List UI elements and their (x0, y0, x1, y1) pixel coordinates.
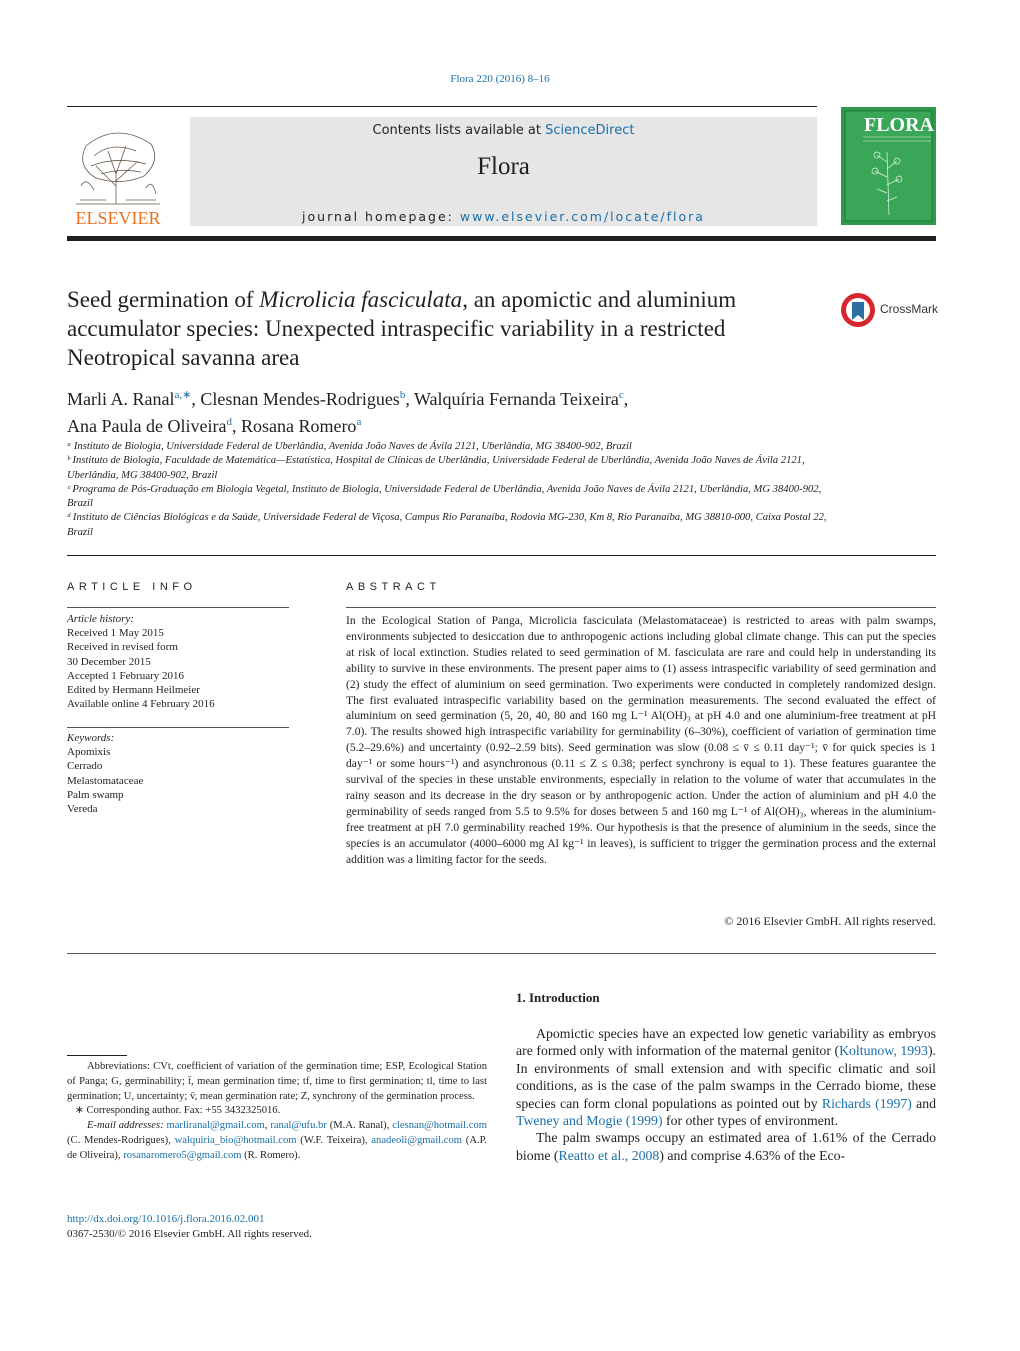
intro-paragraph-2 (516, 1129, 936, 1164)
doi-link[interactable]: http://dx.doi.org/10.1016/j.flora.2016.02.001 (67, 1213, 265, 1225)
email-link[interactable]: rosanaromero5@gmail.com (123, 1149, 242, 1161)
author-3-affil[interactable]: c (618, 389, 624, 401)
history-item: Accepted 1 February 2016 (67, 669, 184, 682)
author-1-affil[interactable]: a,∗ (174, 389, 192, 401)
author-3[interactable]: Walquíria Fernanda Teixeira (414, 389, 619, 409)
sciencedirect-link[interactable]: ScienceDirect (545, 123, 635, 138)
elsevier-tree-icon (66, 116, 170, 228)
history-item: Received in revised form (67, 641, 178, 654)
corresponding-author-note: ∗ Corresponding author. Fax: +55 3432325016. (75, 1105, 281, 1117)
crossmark-label: CrossMark (880, 302, 939, 316)
cover-title: FLORA (864, 114, 934, 136)
journal-masthead (190, 117, 817, 226)
citation-link[interactable]: Koltunow, 1993 (839, 1043, 928, 1059)
history-item: Received 1 May 2015 (67, 627, 164, 640)
abbreviations-note: Abbreviations: CVt, coefficient of variation of the germination time; ESP, Ecological Station of Panga; G, germinability; t̄, mean germination time; tf, time to first germination; tl, time to last germination; U, uncertainty; v̄, mean germination rate; Z, synchrony of the germination process. (67, 1061, 487, 1102)
intro-paragraph-1 (516, 1025, 936, 1129)
article-info-rule (67, 607, 289, 608)
author-list: Marli A. Ranal$^{a,∗}$, Clesnan Mendes-Rodrigues$^b$, Walquíria Fernanda Teixeira$^c$, Ana Paula de Oliveira$^d$, Rosana Romero$^a$ (67, 389, 629, 436)
history-item: Edited by Hermann Heilmeier (67, 684, 200, 697)
homepage-line (190, 209, 817, 224)
title-part-1: Seed germination of (67, 287, 260, 312)
affiliations (67, 440, 827, 540)
keywords-label: Keywords: (67, 732, 115, 744)
email-note: E-mail addresses: marliranal@gmail.com, ranal@ufu.br (M.A. Ranal), clesnan@hotmail.com (C. Mendes-Rodrigues), walquiria_bio@hotmail.com (W.F. Teixeira), anadeoli@gmail.com (A.P. de Oliveira), rosanaromero5@gmail.com (R. Romero). (67, 1120, 488, 1161)
affiliation-d: ᵈ Instituto de Ciências Biológicas e da Saúde, Universidade Federal de Viçosa, Campus Rio Paranaíba, Rodovia MG-230, Km 8, Rio Paranaíba, MG 38810-000, Caixa Postal 22, Brazil (67, 512, 827, 538)
crossmark-icon (840, 292, 876, 328)
affiliation-a: ᵃ Instituto de Biologia, Universidade Federal de Uberlândia, Avenida João Naves de Ávila 2121, Uberlândia, MG 38400-902, Brazil (67, 441, 632, 452)
contents-line (190, 123, 817, 138)
history-item: 30 December 2015 (67, 655, 151, 668)
keyword-item: Apomixis (67, 746, 111, 759)
footnotes (67, 1060, 487, 1164)
intro-text: and (911, 1095, 936, 1111)
issn-line: 0367-2530/© 2016 Elsevier GmbH. All rights reserved. (67, 1227, 312, 1240)
header-thick-rule (67, 236, 936, 241)
title-species: Microlicia fasciculata (259, 287, 463, 312)
elsevier-wordmark: ELSEVIER (75, 208, 161, 228)
citation-link[interactable]: Reatto et al., 2008 (558, 1147, 660, 1163)
author-5-affil[interactable]: a (356, 416, 362, 428)
elsevier-logo[interactable] (66, 116, 170, 228)
article-title (67, 285, 827, 372)
email-link[interactable]: clesnan@hotmail.com (392, 1120, 488, 1132)
abstract-rule (346, 607, 936, 608)
intro-text: ). In environments of small extension and with specific climatic and soil conditions, as is the case of the palm swamps in the Cerrado biome, these species can form clonal populations as pointed out by (516, 1043, 936, 1111)
abstract-end-rule (67, 953, 936, 954)
title-block-rule (67, 555, 936, 556)
keyword-item: Palm swamp (67, 788, 124, 801)
email-owner: (A.P. de Oliveira), (67, 1134, 487, 1161)
email-link[interactable]: anadeoli@gmail.com (371, 1134, 462, 1146)
email-owner: (M.A. Ranal), (329, 1120, 393, 1132)
author-4[interactable]: Ana Paula de Oliveira (67, 416, 227, 436)
author-2-affil[interactable]: b (399, 389, 406, 401)
author-5[interactable]: Rosana Romero (240, 416, 357, 436)
homepage-link[interactable]: www.elsevier.com/locate/flora (459, 209, 705, 224)
history-label: Article history: (67, 613, 134, 625)
intro-text: The palm swamps occupy an estimated area of 1.61% of the Cerrado biome ( (516, 1130, 936, 1163)
affiliation-b: ᵇ Instituto de Biologia, Faculdade de Matemática—Estatística, Hospital de Clínicas de Uberlândia, Universidade Federal de Uberlândia, Avenida João Naves de Ávila 2121, Uberlândia, MG 38400-902, Brazil (67, 455, 805, 481)
introduction-heading: 1. Introduction (516, 990, 600, 1005)
abstract-copyright: © 2016 Elsevier GmbH. All rights reserved. (724, 914, 936, 928)
abstract-text: In the Ecological Station of Panga, Microlicia fasciculata (Melastomataceae) is restricted to areas with palm swamps, environments subjected to desiccation due to anthropogenic actions including global climate change. This can put the species at risk of local extinction. Studies related to seed germination of M. fasciculata are rare and could help in understanding its ability to survive in these environments. The present paper aims to (1) assess intraspecific variability of seed germination and (2) study the effect of aluminium on seed germination. Two experiments were conducted in completely randomized design. The first evaluated intraspecific variability based on the germination measurements. The second evaluated the effect of aluminium on seed germination (5, 20, 40, 80 and 160 mg L⁻¹ Al(OH)₃ at pH 4.0 and one aluminium-free treatment at pH 7.0). The results showed high intraspecific variability for germinability (6–30%), coefficient of variation of germination time (5.2–29.6%) and uncertainty (0.92–2.59 bits). Seed germination was slow (0.08 ≤ v̄ ≤ 0.11 day⁻¹; v̄ for quick species is 1 day⁻¹ or some hours⁻¹) and asynchronous (0.11 ≤ Z ≤ 0.38; perfect synchrony is equal to 1). These features guarantee the survival of the species in these unstable environments, especially in relation to the volume of water that accumulates in the rainy season and its decrease in the dry season or by anthropogenic action. Under the action of aluminium and pH 4.0 the germinability of seeds ranged from 5.5 to 9.5% for doses between 5 and 160 mg L⁻¹ of Al(OH)₃, whereas in the aluminium-free treatment at pH 7.0 germinability reached 19%. Our hypothesis is that the presence of aluminium in the seeds, since the species is an accumulator (4000–6000 mg Al kg⁻¹ in leaves), is sufficient to trigger the germination process and the external addition was a limiting factor for the seeds. (346, 614, 936, 866)
introduction-text (516, 1025, 936, 1164)
email-label: E-mail addresses: (87, 1120, 167, 1132)
abstract-heading: ABSTRACT (346, 581, 441, 593)
history-item: Available online 4 February 2016 (67, 698, 215, 711)
footnote-rule (67, 1055, 127, 1056)
keyword-item: Cerrado (67, 760, 103, 773)
email-link[interactable]: marliranal@gmail.com (166, 1120, 265, 1132)
keywords (67, 731, 289, 816)
intro-text: ) and comprise 4.63% of the Eco- (659, 1147, 846, 1163)
affiliation-c: ᶜ Programa de Pós-Graduação em Biologia Vegetal, Instituto de Biologia, Universidade Federal de Uberlândia, Avenida João Naves de Ávila 2121, Uberlândia, MG 38400-902, Brazil (67, 483, 822, 510)
citation-link[interactable]: Tweney and Mogie (1999) (516, 1113, 663, 1129)
title-part-2: , an apomictic and aluminium accumulator species: Unexpected intraspecific variability in a restricted Neotropical savanna area (67, 287, 737, 370)
author-4-affil[interactable]: d (226, 416, 232, 428)
author-2[interactable]: Clesnan Mendes-Rodrigues (200, 389, 400, 409)
email-owner: (C. Mendes-Rodrigues), (67, 1134, 175, 1146)
keywords-rule (67, 727, 289, 728)
citation-link[interactable]: Richards (1997) (821, 1095, 912, 1111)
contents-prefix: Contents lists available at (372, 123, 546, 138)
journal-reference[interactable]: Flora 220 (2016) 8–16 (450, 73, 550, 85)
cover-image (841, 107, 936, 225)
homepage-prefix: journal homepage: (302, 209, 460, 224)
article-history (67, 612, 289, 711)
header-rule (67, 106, 817, 107)
email-owner: (W.F. Teixeira), (296, 1134, 372, 1146)
email-owner: (R. Romero). (241, 1149, 301, 1161)
email-link[interactable]: ranal@ufu.br (270, 1120, 327, 1132)
intro-text: for other types of environment. (662, 1113, 839, 1129)
journal-name: Flora (477, 153, 530, 180)
intro-text: Apomictic species have an expected low genetic variability as embryos are formed only with information of the maternal genitor ( (516, 1026, 936, 1059)
journal-cover[interactable] (841, 107, 936, 225)
crossmark-badge[interactable] (840, 290, 940, 330)
email-link[interactable]: walquiria_bio@hotmail.com (174, 1134, 297, 1146)
doi-block (67, 1212, 487, 1241)
author-1[interactable]: Marli A. Ranal (67, 389, 175, 409)
keyword-item: Melastomataceae (67, 774, 144, 787)
article-info-heading: ARTICLE INFO (67, 581, 197, 593)
keyword-item: Vereda (67, 803, 98, 816)
